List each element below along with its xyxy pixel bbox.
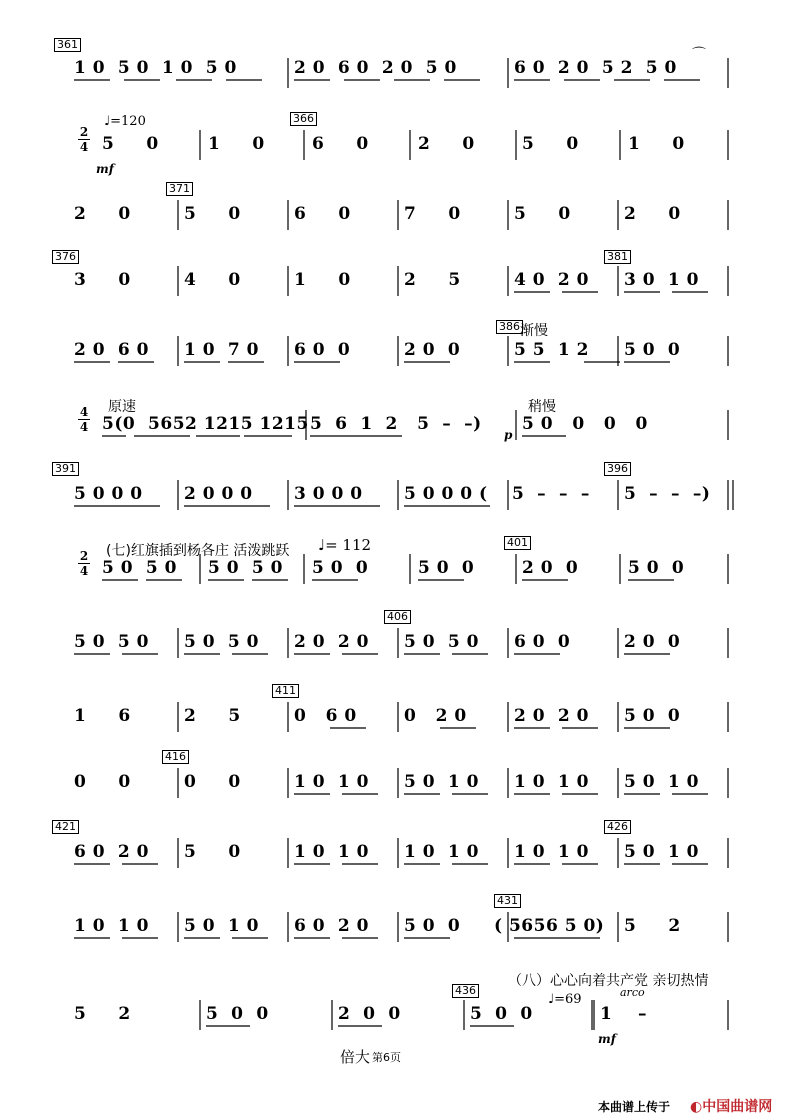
dynamic-mark: mf [96,162,114,176]
measure-notes: 5 0 0 0 0 [522,414,648,434]
fermata-icon: ⌒ [692,47,706,63]
measure-notes: 5 0 1 0 [404,772,479,792]
measure-notes: 2 5 [184,706,241,726]
measure-number: 361 [54,38,81,52]
measure-notes: 2 0 2 0 [294,632,369,652]
measure-notes: 5 0 0 [624,340,681,360]
measure-notes: 1 0 1 0 [514,772,589,792]
measure-number: 416 [162,750,189,764]
footer-title: 倍大 [340,1048,371,1066]
measure-number: 436 [452,984,479,998]
measure-number: 401 [504,536,531,550]
page-number: 第6页 [372,1051,401,1064]
measure-notes: 5 0 0 [624,706,681,726]
measure-notes: 5 0 5 0 [404,632,479,652]
measure-notes: 2 0 2 0 [514,706,589,726]
measure-notes: 1 0 1 0 [514,842,589,862]
logo-icon: ◐ [690,1099,703,1115]
measure-notes: 5 0 0 0 ( [404,484,488,504]
measure-notes: 0 0 [184,772,241,792]
measure-notes: 5 0 [184,842,241,862]
measure-notes: 2 0 [74,204,131,224]
measure-notes: 5 0 5 0 [74,632,149,652]
measure-notes: 1 0 5 0 1 0 5 0 [74,58,237,78]
dynamic-mark: p [504,428,513,442]
measure-number: 431 [494,894,521,908]
measure-number: 421 [52,820,79,834]
measure-notes: 2 0 0 [624,632,681,652]
measure-notes: 6 0 2 0 [294,916,369,936]
measure-notes: 2 0 0 [404,340,461,360]
measure-notes: 5 0 0 [470,1004,533,1024]
measure-notes: 5 2 [624,916,681,936]
section-title: (七)红旗插到杨各庄 活泼跳跃 [106,543,290,559]
tempo-mark: ♩=69 [548,992,582,1007]
upload-credit: 本曲谱上传于 [598,1100,671,1114]
measure-notes: 5 0 1 0 [624,842,699,862]
measure-notes: 5 0 5 0 [208,558,283,578]
measure-notes: 2 0 6 0 2 0 5 0 [294,58,457,78]
measure-notes: 1 0 [294,270,351,290]
articulation-mark: arco [620,986,645,999]
measure-notes: 4 0 2 0 [514,270,589,290]
measure-notes: 6 0 2 0 [74,842,149,862]
tempo-text: 原速 [108,399,136,415]
measure-notes: 5 – – –) [624,484,711,504]
measure-notes: 0 2 0 [404,706,467,726]
measure-notes: 2 0 0 [522,558,579,578]
measure-notes: 2 0 [418,134,475,154]
measure-notes: ( 5656 5 0) [494,916,605,936]
measure-notes: 5 0 0 [628,558,685,578]
measure-number: 411 [272,684,299,698]
tempo-mark: ♩= 112 [318,536,372,554]
measure-number: 426 [604,820,631,834]
measure-notes: 5 2 [74,1004,131,1024]
measure-notes: 2 0 [624,204,681,224]
measure-number: 371 [166,182,193,196]
measure-number: 381 [604,250,631,264]
measure-notes: 5 0 [102,134,159,154]
measure-notes: 2 5 [404,270,461,290]
measure-notes: 6 0 [294,204,351,224]
measure-notes: 1 0 7 0 [184,340,259,360]
measure-notes: 1 – [600,1004,648,1024]
measure-number: 376 [52,250,79,264]
measure-notes: 2 0 0 0 [184,484,253,504]
measure-notes: 3 0 0 0 [294,484,363,504]
measure-notes: 6 0 0 [514,632,571,652]
time-signature: 2 4 [79,549,89,578]
measure-notes: 5 0 0 0 [74,484,143,504]
measure-notes: 1 0 [208,134,265,154]
dynamic-mark: mf [598,1032,616,1046]
measure-notes: 1 0 1 0 [404,842,479,862]
measure-notes: 1 0 [628,134,685,154]
measure-notes: 3 0 1 0 [624,270,699,290]
measure-notes: 6 0 0 [294,340,351,360]
measure-number: 406 [384,610,411,624]
measure-notes: 5 0 1 0 [624,772,699,792]
measure-number: 386 [496,320,523,334]
tempo-text: 渐慢 [520,323,548,339]
measure-notes: 5 0 5 0 [184,632,259,652]
measure-notes: 2 0 0 [338,1004,401,1024]
measure-notes: 2 0 6 0 [74,340,149,360]
measure-notes: 1 0 1 0 [294,842,369,862]
measure-notes: 5 0 0 [404,916,461,936]
site-logo: ◐中国曲谱网 [690,1099,773,1115]
measure-notes: 7 0 [404,204,461,224]
measure-notes: 5 0 [514,204,571,224]
measure-notes: 5 0 1 0 [184,916,259,936]
tempo-text: 稍慢 [528,399,556,415]
measure-number: 396 [604,462,631,476]
measure-notes: 4 0 [184,270,241,290]
measure-notes: 5 6 1 2 5 – –) [310,414,482,434]
measure-notes: 1 0 1 0 [294,772,369,792]
measure-number: 391 [52,462,79,476]
measure-notes: 1 0 1 0 [74,916,149,936]
measure-notes: 5 0 0 [206,1004,269,1024]
measure-notes: 5 0 5 0 [102,558,177,578]
measure-notes: 0 6 0 [294,706,357,726]
tempo-mark: ♩=120 [104,114,146,129]
measure-notes: 3 0 [74,270,131,290]
section-title: （八）心心向着共产党 亲切热情 [508,973,709,989]
measure-notes: 5 0 [184,204,241,224]
time-signature: 2 4 [79,125,89,154]
measure-notes: 0 0 [74,772,131,792]
measure-notes: 5 5 1 2 [514,340,589,360]
measure-notes: 6 0 2 0 5 2 5 0 [514,58,677,78]
measure-notes: 6 0 [312,134,369,154]
measure-notes: 5 0 [522,134,579,154]
measure-notes: 1 6 [74,706,131,726]
measure-notes: 5 0 0 [418,558,475,578]
measure-notes: 5 – – – [512,484,590,504]
measure-notes: 5 0 0 [312,558,369,578]
measure-number: 366 [290,112,317,126]
measure-notes: 5(0 5652 1215 1215 [102,414,309,434]
time-signature: 4 4 [79,405,89,434]
